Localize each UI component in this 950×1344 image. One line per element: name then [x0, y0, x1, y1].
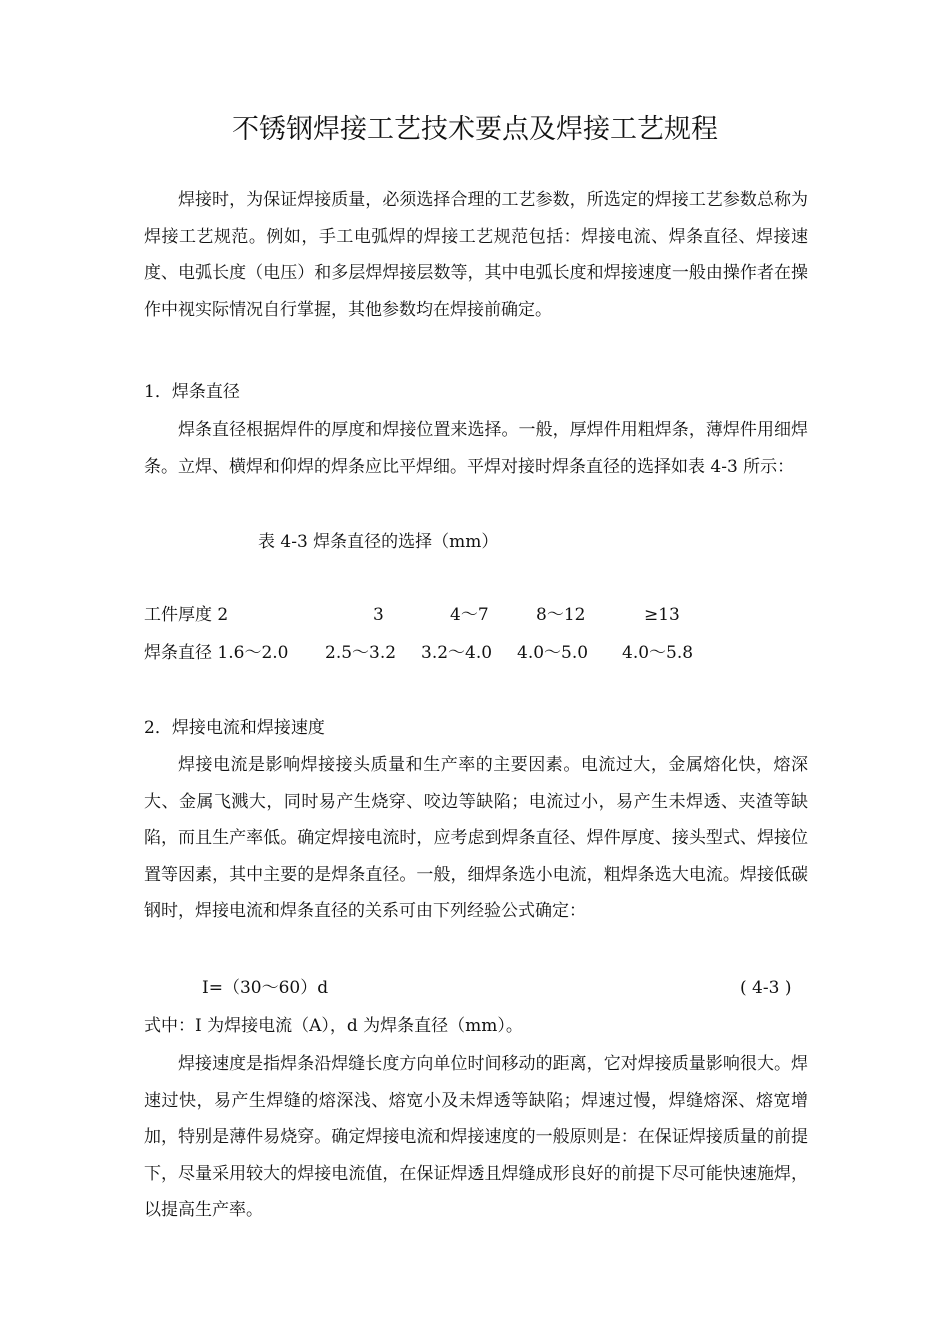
table-cell: 3.2～4.0: [421, 643, 493, 663]
section1-paragraph: 焊条直径根据焊件的厚度和焊接位置来选择。一般，厚焊件用粗焊条，薄焊件用细焊条。立焊、横焊和仰焊的焊条应比平焊细。平焊对接时焊条直径的选择如表 4-3 所示：: [144, 420, 808, 477]
table-cell: 8～12: [536, 605, 586, 625]
section2-paragraph-speed: 焊接速度是指焊条沿焊缝长度方向单位时间移动的距离，它对焊接质量影响很大。焊速过快，易产生焊缝的熔深浅、熔宽小及未焊透等缺陷；焊速过慢，焊缝熔深、熔宽增加，特别是薄件易烧穿。确定焊接电流和焊接速度的一般原则是：在保证焊接质量的前提下，尽量采用较大的焊接电流值，在保证焊透且焊缝成形良好的前提下尽可能快速施焊，以提高生产率。: [144, 1054, 808, 1220]
section2-paragraph-current: 焊接电流是影响焊接接头质量和生产率的主要因素。电流过大，金属熔化快，熔深大、金属飞溅大，同时易产生烧穿、咬边等缺陷；电流过小，易产生未焊透、夹渣等缺陷，而且生产率低。确定焊接电流时，应考虑到焊条直径、焊件厚度、接头型式、焊接位置等因素，其中主要的是焊条直径。一般，细焊条选小电流，粗焊条选大电流。焊接低碳钢时，焊接电流和焊条直径的关系可由下列经验公式确定：: [144, 755, 808, 921]
section1-heading: 1．焊条直径: [144, 382, 240, 402]
document-title: 不锈钢焊接工艺技术要点及焊接工艺规程: [232, 114, 718, 145]
formula: I=（30～60）d: [202, 978, 329, 998]
formula-note: 式中：I 为焊接电流（A），d 为焊条直径（mm）。: [144, 1016, 523, 1036]
table-cell: 4.0～5.0: [517, 643, 589, 663]
table-cell: 2.5～3.2: [325, 643, 397, 663]
section2-heading: 2．焊接电流和焊接速度: [144, 718, 325, 738]
table-cell: 4.0～5.8: [622, 643, 694, 663]
formula-number: ( 4-3 ): [740, 978, 792, 998]
table-cell: ≥13: [644, 605, 680, 625]
table-cell: 焊条直径 1.6～2.0: [144, 643, 289, 663]
table-cell: 4～7: [450, 605, 489, 625]
table-cell: 工件厚度 2: [144, 605, 229, 625]
intro-paragraph: 焊接时，为保证焊接质量，必须选择合理的工艺参数，所选定的焊接工艺参数总称为焊接工艺规范。例如，手工电弧焊的焊接工艺规范包括：焊接电流、焊条直径、焊接速度、电弧长度（电压）和多层焊焊接层数等，其中电弧长度和焊接速度一般由操作者在操作中视实际情况自行掌握，其他参数均在焊接前确定。: [144, 190, 808, 320]
table-caption: 表 4-3 焊条直径的选择（mm）: [258, 532, 499, 552]
table-cell: 3: [373, 605, 384, 625]
